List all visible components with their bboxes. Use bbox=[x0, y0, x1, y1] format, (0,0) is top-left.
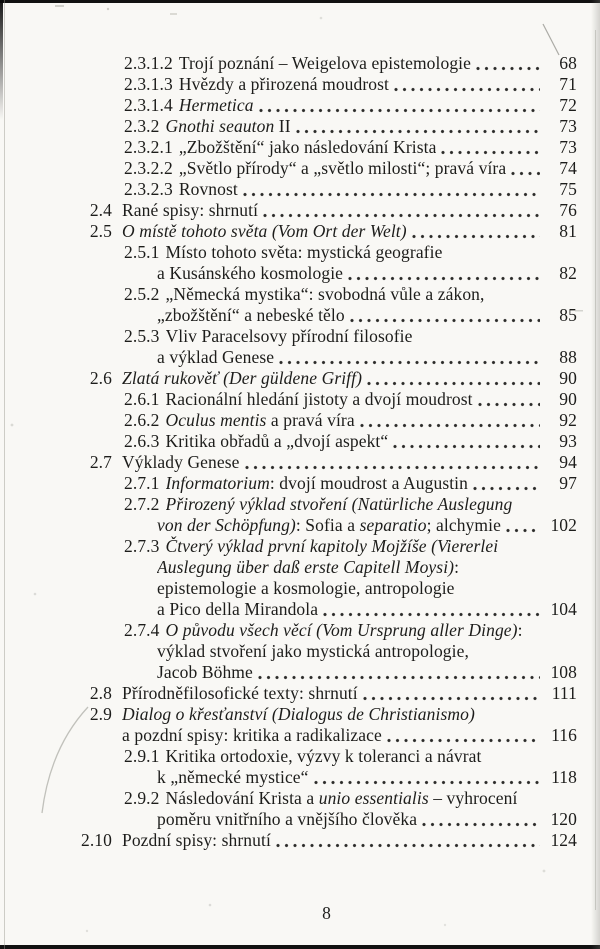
toc-entry-text: von der Schöpfung): Sofia a separatio; alchymie bbox=[157, 515, 501, 535]
toc-entry-text: Dialog o křesťanství (Dialogus de Christianismo) bbox=[122, 704, 475, 724]
toc-page-number: 88 bbox=[559, 347, 577, 367]
toc-row bbox=[0, 158, 600, 179]
toc-entry-text: Zlatá rukověť (Der güldene Griff) bbox=[122, 368, 363, 388]
toc-row bbox=[0, 599, 600, 620]
toc-row bbox=[0, 53, 600, 74]
toc-row bbox=[0, 746, 600, 767]
toc-row bbox=[0, 557, 600, 578]
toc-entry-number: 2.5.2 bbox=[124, 284, 160, 304]
toc-entry-number: 2.9.2 bbox=[124, 788, 160, 808]
toc-entry-text: Racionální hledání jistoty a dvojí moudrost bbox=[165, 389, 473, 409]
toc-entry-text: „Světlo přírody“ a „světlo milosti“; pravá víra bbox=[178, 158, 507, 178]
toc-entry-text: Hermetica bbox=[178, 95, 254, 115]
toc-entry-number: 2.6.1 bbox=[124, 389, 160, 409]
toc-entry-text: Pozdní spisy: shrnutí bbox=[122, 830, 271, 850]
toc-entry-text: Přirozený výklad stvoření (Natürliche Auslegung bbox=[165, 494, 513, 514]
toc-entry-text: Rané spisy: shrnutí bbox=[122, 200, 259, 220]
toc-row bbox=[0, 725, 600, 746]
dot-leader bbox=[387, 738, 540, 743]
toc-entry-text: Rovnost bbox=[178, 179, 238, 199]
toc-entry-text: Následování Krista a unio essentialis – vyhrocení bbox=[165, 788, 518, 808]
toc-entry-text: Oculus mentis a pravá víra bbox=[165, 410, 355, 430]
toc-entry-number: 2.7.1 bbox=[124, 473, 160, 493]
toc-row bbox=[0, 788, 600, 809]
toc-page-number: 102 bbox=[550, 515, 577, 535]
toc-page-number: 108 bbox=[550, 662, 577, 682]
toc-entry-number: 2.3.2.3 bbox=[124, 179, 173, 199]
scan-edge-bottom bbox=[0, 945, 600, 949]
toc-row bbox=[0, 767, 600, 788]
toc-row bbox=[0, 620, 600, 641]
toc-entry-text: poměru vnitřního a vnějšího člověka bbox=[157, 809, 418, 829]
dot-leader bbox=[473, 486, 540, 491]
toc-entry-number: 2.9 bbox=[89, 704, 112, 724]
toc-page-number: 75 bbox=[559, 179, 577, 199]
toc-row bbox=[0, 662, 600, 683]
toc-entry-text: Auslegung über daß erste Capitell Moysi): bbox=[157, 557, 460, 577]
toc-entry-number: 2.8 bbox=[89, 683, 112, 703]
scan-edge-top bbox=[0, 0, 600, 3]
toc-entry-number: 2.7 bbox=[89, 452, 112, 472]
toc-row bbox=[0, 515, 600, 536]
toc-page-number: 90 bbox=[559, 389, 577, 409]
toc-entry-number: 2.4 bbox=[89, 200, 112, 220]
toc-entry-text: Trojí poznání – Weigelova epistemologie bbox=[178, 53, 471, 73]
toc-page-number: 82 bbox=[559, 263, 577, 283]
toc-entry-number: 2.3.1.2 bbox=[124, 53, 173, 73]
dot-leader bbox=[259, 108, 540, 113]
toc-page-number: 76 bbox=[559, 200, 577, 220]
toc-entry-text: a pozdní spisy: kritika a radikalizace bbox=[122, 725, 382, 745]
dot-leader bbox=[348, 276, 540, 281]
toc-entry-text: „zbožštění“ a nebeské tělo bbox=[157, 305, 345, 325]
dot-leader bbox=[393, 444, 540, 449]
toc-row bbox=[0, 179, 600, 200]
toc-entry-number: 2.3.2.1 bbox=[124, 137, 173, 157]
dot-leader bbox=[263, 213, 540, 218]
toc-row bbox=[0, 263, 600, 284]
toc-row bbox=[0, 809, 600, 830]
dot-leader bbox=[276, 843, 540, 848]
dot-leader bbox=[441, 150, 540, 155]
toc-row bbox=[0, 641, 600, 662]
dot-leader bbox=[412, 234, 540, 239]
toc-entry-number: 2.3.1.4 bbox=[124, 95, 173, 115]
toc-page-number: 104 bbox=[550, 599, 577, 619]
dot-leader bbox=[478, 402, 540, 407]
toc-entry-text: Jacob Böhme bbox=[157, 662, 253, 682]
toc-row bbox=[0, 704, 600, 725]
toc-page-number: 116 bbox=[551, 725, 577, 745]
toc-row bbox=[0, 410, 600, 431]
dot-leader bbox=[360, 423, 540, 428]
toc-entry-number: 2.5.1 bbox=[124, 242, 160, 262]
toc-entry-number: 2.6 bbox=[89, 368, 112, 388]
toc-page-number: 97 bbox=[559, 473, 577, 493]
toc-row bbox=[0, 389, 600, 410]
toc-row bbox=[0, 452, 600, 473]
toc-entry-text: Kritika obřadů a „dvojí aspekt“ bbox=[165, 431, 389, 451]
toc-row bbox=[0, 473, 600, 494]
toc-page-number: 74 bbox=[559, 158, 577, 178]
dot-leader bbox=[422, 822, 540, 827]
dot-leader bbox=[245, 465, 540, 470]
toc-page-number: 73 bbox=[559, 116, 577, 136]
dot-leader bbox=[296, 129, 540, 134]
dot-leader bbox=[476, 66, 540, 71]
toc-entry-text: O původu všech věcí (Vom Ursprung aller Dinge): bbox=[165, 620, 523, 640]
toc-row bbox=[0, 95, 600, 116]
toc-page-number: 124 bbox=[550, 830, 577, 850]
toc-page-number: 72 bbox=[559, 95, 577, 115]
scan-edge-left bbox=[0, 0, 3, 120]
toc-entry-text: Místo tohoto světa: mystická geografie bbox=[165, 242, 443, 262]
toc-page-number: 90 bbox=[559, 368, 577, 388]
toc-entry-number: 2.6.3 bbox=[124, 431, 160, 451]
toc-entry-text: a Pico della Mirandola bbox=[157, 599, 319, 619]
toc-page-number: 68 bbox=[559, 53, 577, 73]
toc-row bbox=[0, 74, 600, 95]
toc-page-number: 111 bbox=[551, 683, 577, 703]
toc-row bbox=[0, 578, 600, 599]
toc-row bbox=[0, 242, 600, 263]
dot-leader bbox=[314, 780, 540, 785]
toc-entry-number: 2.3.2.2 bbox=[124, 158, 173, 178]
dot-leader bbox=[363, 696, 540, 701]
dot-leader bbox=[367, 381, 540, 386]
toc-entry-number: 2.3.1.3 bbox=[124, 74, 173, 94]
toc-row bbox=[0, 683, 600, 704]
toc-entry-text: epistemologie a kosmologie, antropologie bbox=[157, 578, 455, 598]
toc-row bbox=[0, 305, 600, 326]
toc-entry-number: 2.9.1 bbox=[124, 746, 160, 766]
dot-leader bbox=[394, 87, 540, 92]
toc-row bbox=[0, 221, 600, 242]
toc-page-number: 81 bbox=[559, 221, 577, 241]
dot-leader bbox=[350, 318, 540, 323]
scan-page-edge-left bbox=[4, 0, 5, 949]
toc-row bbox=[0, 830, 600, 851]
dot-leader bbox=[258, 675, 540, 680]
dot-leader bbox=[323, 612, 540, 617]
toc-entry-text: Gnothi seauton II bbox=[165, 116, 291, 136]
toc-row bbox=[0, 494, 600, 515]
toc-entry-number: 2.7.3 bbox=[124, 536, 160, 556]
toc-row bbox=[0, 326, 600, 347]
dot-leader bbox=[279, 360, 540, 365]
toc-page-number: 71 bbox=[559, 74, 577, 94]
toc-row bbox=[0, 284, 600, 305]
toc-entry-text: O místě tohoto světa (Vom Ort der Welt) bbox=[122, 221, 407, 241]
toc-entry-text: Informatorium: dvojí moudrost a Augustin bbox=[165, 473, 468, 493]
toc-page-number: 85 bbox=[559, 305, 577, 325]
toc-page-number: 118 bbox=[551, 767, 577, 787]
toc-entry-text: a výklad Genese bbox=[157, 347, 275, 367]
toc-row bbox=[0, 536, 600, 557]
scan-page-edge-right bbox=[595, 30, 596, 910]
toc-row bbox=[0, 200, 600, 221]
toc-entry-text: Kritika ortodoxie, výzvy k toleranci a návrat bbox=[165, 746, 482, 766]
dot-leader bbox=[506, 528, 540, 533]
toc-row bbox=[0, 116, 600, 137]
toc-entry-text: Vliv Paracelsovy přírodní filosofie bbox=[165, 326, 413, 346]
toc-page-number: 92 bbox=[559, 410, 577, 430]
toc-row bbox=[0, 137, 600, 158]
toc-row bbox=[0, 431, 600, 452]
toc-entry-text: „Zbožštění“ jako následování Krista bbox=[178, 137, 437, 157]
toc-entry-number: 2.7.4 bbox=[124, 620, 160, 640]
toc-entry-text: Hvězdy a přirozená moudrost bbox=[178, 74, 390, 94]
toc-entry-number: 2.6.2 bbox=[124, 410, 160, 430]
dot-leader bbox=[243, 192, 540, 197]
toc-entry-text: Přírodněfilosofické texty: shrnutí bbox=[122, 683, 358, 703]
toc-page-number: 94 bbox=[559, 452, 577, 472]
toc-entry-text: Čtverý výklad první kapitoly Mojžíše (Viererlei bbox=[165, 536, 499, 556]
toc-entry-number: 2.7.2 bbox=[124, 494, 160, 514]
toc-page-number: 120 bbox=[550, 809, 577, 829]
toc-entry-number: 2.10 bbox=[80, 830, 112, 850]
toc-row bbox=[0, 368, 600, 389]
toc-entry-number: 2.3.2 bbox=[124, 116, 160, 136]
toc-entry-number: 2.5 bbox=[89, 221, 112, 241]
toc-page-number: 73 bbox=[559, 137, 577, 157]
toc-entry-text: a Kusánského kosmologie bbox=[157, 263, 344, 283]
toc-entry-text: „Německá mystika“: svobodná vůle a zákon, bbox=[165, 284, 485, 304]
toc-entry-text: výklad stvoření jako mystická antropologie, bbox=[157, 641, 469, 661]
dot-leader bbox=[511, 171, 540, 176]
toc-entry-text: Výklady Genese bbox=[122, 452, 240, 472]
page-footer-number: 8 bbox=[322, 903, 331, 923]
toc-entry-number: 2.5.3 bbox=[124, 326, 160, 346]
toc-page-number: 93 bbox=[559, 431, 577, 451]
toc-row bbox=[0, 347, 600, 368]
toc-entry-text: k „německé mystice“ bbox=[157, 767, 309, 787]
toc-list bbox=[0, 53, 600, 851]
